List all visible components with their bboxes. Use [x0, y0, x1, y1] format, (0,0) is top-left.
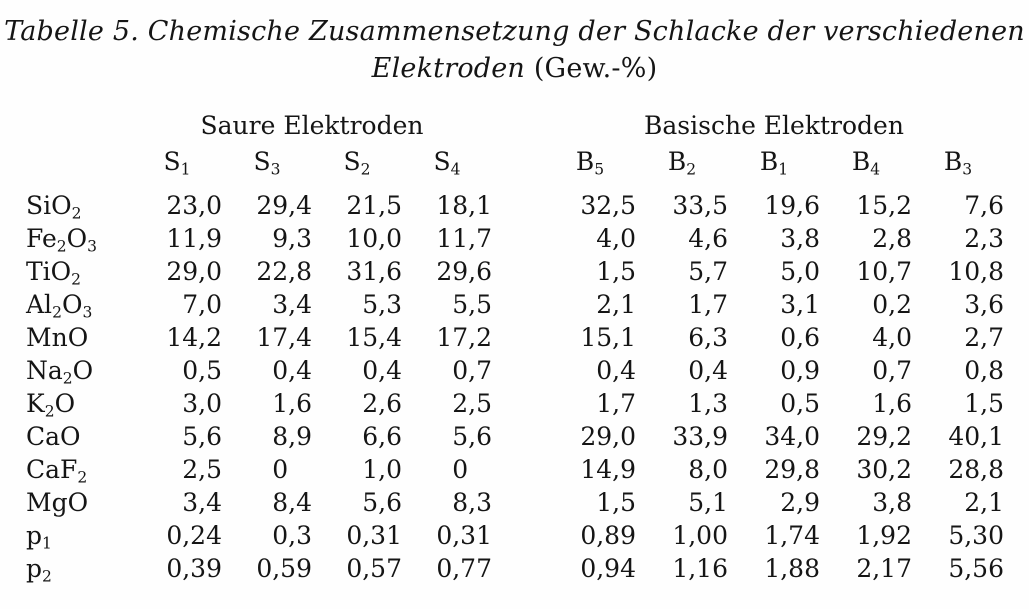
title-line-2: [0, 50, 1029, 87]
table-row: [26, 486, 1004, 519]
label-subscript: 4: [870, 160, 881, 179]
value-cell: 3,4: [182, 488, 222, 517]
value-cell: 3,0: [182, 389, 222, 418]
label-text: MnO: [26, 323, 89, 352]
value-cell: 1,88: [764, 554, 820, 583]
label-subscript: 3: [962, 160, 973, 179]
value-cell: 2,6: [362, 389, 402, 418]
value-cell: 5,30: [948, 521, 1004, 550]
label-text: Na: [26, 356, 63, 385]
label-text: O: [54, 389, 76, 418]
value-cell: 14,2: [166, 323, 222, 352]
title-line-2-roman: (Gew.-%): [533, 53, 658, 84]
value-cell: 2,7: [964, 323, 1004, 352]
value-cell: 5,0: [780, 257, 820, 286]
value-cell: 8,3: [452, 488, 492, 517]
table-row: [26, 453, 1004, 486]
group-gap: [492, 288, 544, 321]
value-cell: 10,0: [346, 224, 402, 253]
value-cell: 29,2: [856, 422, 912, 451]
label-subscript: 1: [42, 534, 52, 553]
value-cell: 0,4: [362, 356, 402, 385]
value-cell: 18,1: [436, 191, 492, 220]
value-cell: 2,8: [872, 224, 912, 253]
value-cell: 28,8: [948, 455, 1004, 484]
value-cell: 14,9: [580, 455, 636, 484]
value-cell: 6,3: [688, 323, 728, 352]
label-text: MgO: [26, 488, 89, 517]
value-cell: 1,74: [764, 521, 820, 550]
value-cell: 32,5: [580, 191, 636, 220]
value-cell: 31,6: [346, 257, 402, 286]
label-subscript: 2: [56, 237, 67, 256]
title-line-1: Tabelle 5. Chemische Zusammensetzung der Schlacke der verschiedenen: [4, 16, 1025, 47]
value-cell: 1,7: [596, 389, 636, 418]
value-cell: 29,6: [436, 257, 492, 286]
value-cell: 10,8: [948, 257, 1004, 286]
row-label: [26, 222, 132, 255]
value-cell: 0,9: [780, 356, 820, 385]
label-text: B: [851, 147, 871, 176]
group-gap: [492, 552, 544, 585]
value-cell: 29,0: [166, 257, 222, 286]
group-gap: [492, 189, 544, 222]
group-gap: [492, 420, 544, 453]
label-text: O: [61, 290, 83, 319]
value-cell: 0,57: [346, 554, 402, 583]
row-label: [26, 453, 132, 486]
value-cell: 0: [452, 455, 469, 484]
value-cell: 0: [272, 455, 289, 484]
value-cell: 0,77: [436, 554, 492, 583]
label-subscript: 2: [52, 303, 62, 322]
label-subscript: 2: [71, 204, 82, 223]
row-label: [26, 552, 132, 585]
value-cell: 2,1: [964, 488, 1004, 517]
group-gap: [492, 354, 544, 387]
value-cell: 0,5: [182, 356, 222, 385]
label-text: Al: [26, 290, 53, 319]
group-gap: [492, 222, 544, 255]
label-subscript: 2: [77, 468, 88, 487]
column-header-row: [26, 143, 1004, 189]
value-cell: 3,8: [780, 224, 820, 253]
column-header-B1: [728, 143, 820, 189]
table-row: [26, 255, 1004, 288]
label-text: p: [26, 554, 43, 583]
value-cell: 34,0: [764, 422, 820, 451]
label-subscript: 1: [180, 160, 191, 179]
value-cell: 0,2: [872, 290, 912, 319]
label-text: S: [253, 147, 271, 176]
label-text: O: [66, 224, 88, 253]
value-cell: 7,0: [182, 290, 222, 319]
table-row: [26, 387, 1004, 420]
value-cell: 17,2: [436, 323, 492, 352]
value-cell: 0,4: [688, 356, 728, 385]
label-subscript: 5: [594, 160, 605, 179]
label-text: S: [433, 147, 451, 176]
row-label: [26, 387, 132, 420]
value-cell: 8,4: [272, 488, 312, 517]
label-subscript: 2: [44, 402, 55, 421]
value-cell: 2,1: [596, 290, 636, 319]
value-cell: 8,9: [272, 422, 312, 451]
value-cell: 1,00: [672, 521, 728, 550]
group-gap: [492, 486, 544, 519]
value-cell: 23,0: [166, 191, 222, 220]
value-cell: 8,0: [688, 455, 728, 484]
label-text: S: [163, 147, 181, 176]
label-text: K: [26, 389, 45, 418]
row-label: [26, 486, 132, 519]
column-header-B5: [544, 143, 636, 189]
value-cell: 1,16: [672, 554, 728, 583]
table-row: [26, 288, 1004, 321]
group-header-spacer: [26, 107, 132, 143]
value-cell: 1,6: [872, 389, 912, 418]
column-header-B2: [636, 143, 728, 189]
column-header-S3: [222, 143, 312, 189]
table-row: [26, 222, 1004, 255]
row-label: [26, 420, 132, 453]
value-cell: 21,5: [346, 191, 402, 220]
value-cell: 3,6: [964, 290, 1004, 319]
label-subscript: 3: [87, 237, 98, 256]
table-row: [26, 354, 1004, 387]
row-label: [26, 189, 132, 222]
value-cell: 1,5: [596, 488, 636, 517]
value-cell: 1,92: [856, 521, 912, 550]
value-cell: 2,5: [452, 389, 492, 418]
value-cell: 29,4: [256, 191, 312, 220]
label-text: SiO: [26, 191, 72, 220]
row-label: [26, 288, 132, 321]
value-cell: 0,39: [166, 554, 222, 583]
label-subscript: 2: [360, 160, 371, 179]
group-gap: [492, 387, 544, 420]
value-cell: 11,7: [436, 224, 492, 253]
value-cell: 2,17: [856, 554, 912, 583]
value-cell: 1,7: [688, 290, 728, 319]
value-cell: 17,4: [256, 323, 312, 352]
label-text: O: [72, 356, 94, 385]
group-header-basische: Basische Elektroden: [644, 110, 904, 140]
row-label: [26, 354, 132, 387]
value-cell: 9,3: [272, 224, 312, 253]
value-cell: 2,9: [780, 488, 820, 517]
label-subscript: 4: [450, 160, 461, 179]
group-gap: [492, 255, 544, 288]
value-cell: 0,31: [436, 521, 492, 550]
column-header-B4: [820, 143, 912, 189]
value-cell: 33,9: [672, 422, 728, 451]
value-cell: 15,2: [856, 191, 912, 220]
value-cell: 0,7: [872, 356, 912, 385]
value-cell: 0,7: [452, 356, 492, 385]
label-text: B: [575, 147, 595, 176]
value-cell: 3,1: [780, 290, 820, 319]
column-header-S2: [312, 143, 402, 189]
group-gap: [492, 453, 544, 486]
row-label: [26, 255, 132, 288]
value-cell: 4,0: [872, 323, 912, 352]
label-text: B: [759, 147, 779, 176]
table-row: [26, 519, 1004, 552]
label-subscript: 1: [778, 160, 789, 179]
label-subscript: 2: [686, 160, 697, 179]
label-subscript: 3: [82, 303, 93, 322]
slag-composition-table: [26, 107, 1004, 585]
table-body: [26, 189, 1004, 585]
value-cell: 0,4: [596, 356, 636, 385]
value-cell: 19,6: [764, 191, 820, 220]
group-gap: [492, 519, 544, 552]
value-cell: 22,8: [256, 257, 312, 286]
value-cell: 0,59: [256, 554, 312, 583]
label-subscript: 2: [42, 567, 52, 586]
column-header-B3: [912, 143, 1004, 189]
value-cell: 1,5: [964, 389, 1004, 418]
table-row: [26, 552, 1004, 585]
label-text: B: [943, 147, 963, 176]
title-line-2-italic: Elektroden: [371, 53, 526, 84]
table-row: [26, 420, 1004, 453]
value-cell: 10,7: [856, 257, 912, 286]
value-cell: 0,94: [580, 554, 636, 583]
label-text: p: [26, 521, 43, 550]
value-cell: 15,1: [580, 323, 636, 352]
group-header-saure: Saure Elektroden: [200, 110, 424, 140]
label-text: B: [667, 147, 687, 176]
value-cell: 1,0: [362, 455, 402, 484]
value-cell: 29,8: [764, 455, 820, 484]
column-header-spacer: [26, 143, 132, 189]
value-cell: 1,5: [596, 257, 636, 286]
value-cell: 6,6: [362, 422, 402, 451]
row-label: [26, 519, 132, 552]
value-cell: 0,89: [580, 521, 636, 550]
label-text: CaF: [26, 455, 78, 484]
value-cell: 15,4: [346, 323, 402, 352]
column-header-S4: [402, 143, 492, 189]
value-cell: 0,6: [780, 323, 820, 352]
value-cell: 40,1: [948, 422, 1004, 451]
value-cell: 0,8: [964, 356, 1004, 385]
label-text: S: [343, 147, 361, 176]
value-cell: 4,0: [596, 224, 636, 253]
value-cell: 0,3: [272, 521, 312, 550]
value-cell: 11,9: [166, 224, 222, 253]
column-header-S1: [132, 143, 222, 189]
group-header-row: [26, 107, 1004, 143]
value-cell: 5,5: [452, 290, 492, 319]
group-gap: [492, 321, 544, 354]
value-cell: 3,4: [272, 290, 312, 319]
value-cell: 5,3: [362, 290, 402, 319]
value-cell: 1,6: [272, 389, 312, 418]
value-cell: 5,6: [362, 488, 402, 517]
value-cell: 5,56: [948, 554, 1004, 583]
label-subscript: 2: [71, 270, 82, 289]
label-text: CaO: [26, 422, 81, 451]
value-cell: 2,3: [964, 224, 1004, 253]
value-cell: 30,2: [856, 455, 912, 484]
value-cell: 29,0: [580, 422, 636, 451]
label-subscript: 2: [62, 369, 73, 388]
value-cell: 33,5: [672, 191, 728, 220]
table-title: [0, 13, 1029, 87]
value-cell: 3,8: [872, 488, 912, 517]
value-cell: 0,5: [780, 389, 820, 418]
row-label: [26, 321, 132, 354]
value-cell: 5,7: [688, 257, 728, 286]
value-cell: 0,31: [346, 521, 402, 550]
value-cell: 1,3: [688, 389, 728, 418]
table-row: [26, 189, 1004, 222]
value-cell: 5,6: [182, 422, 222, 451]
value-cell: 4,6: [688, 224, 728, 253]
value-cell: 0,4: [272, 356, 312, 385]
value-cell: 7,6: [964, 191, 1004, 220]
label-text: Fe: [26, 224, 57, 253]
value-cell: 2,5: [182, 455, 222, 484]
label-subscript: 3: [270, 160, 281, 179]
value-cell: 0,24: [166, 521, 222, 550]
value-cell: 5,6: [452, 422, 492, 451]
value-cell: 5,1: [688, 488, 728, 517]
table-row: [26, 321, 1004, 354]
group-gap: [492, 143, 544, 189]
group-gap: [492, 107, 544, 143]
label-text: TiO: [26, 257, 72, 286]
